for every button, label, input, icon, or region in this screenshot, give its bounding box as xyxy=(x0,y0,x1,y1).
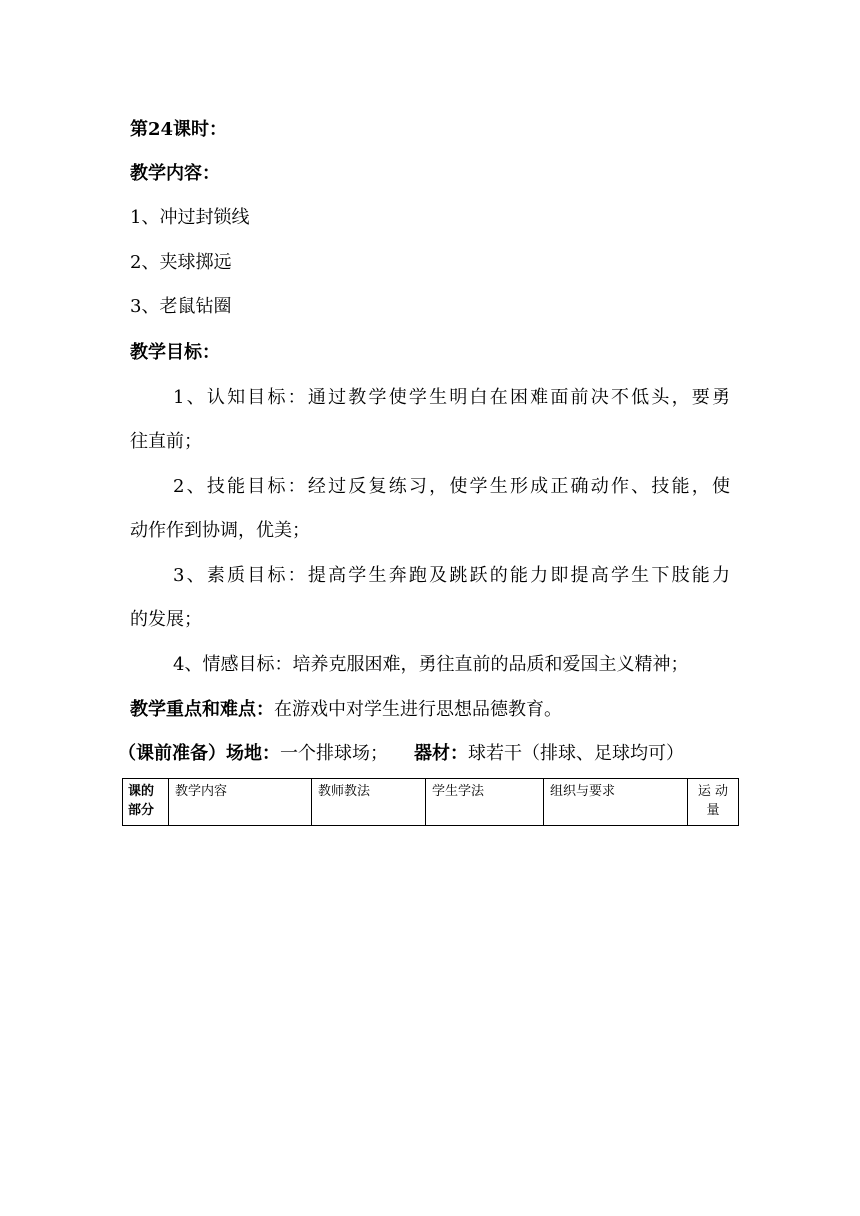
header-student: 学生学法 xyxy=(426,779,544,826)
header-amount: 运 动量 xyxy=(688,779,739,826)
lesson-title: 第24课时： xyxy=(130,119,228,140)
goal-line: 1、认知目标：通过教学使学生明白在困难面前决不低头，要勇 xyxy=(173,387,730,408)
prep-venue: 一个排球场； xyxy=(280,743,388,764)
header-organization: 组织与要求 xyxy=(544,779,688,826)
content-item: 2、夹球掷远 xyxy=(130,252,232,273)
header-content: 教学内容 xyxy=(169,779,312,826)
header-teacher: 教师教法 xyxy=(312,779,426,826)
prep-equipment: 球若干（排球、足球均可） xyxy=(468,743,684,764)
focus-line xyxy=(130,698,562,722)
prep-equipment-label: 器材： xyxy=(414,743,468,764)
table-header-row xyxy=(123,779,739,826)
goal-line: 往直前； xyxy=(130,431,202,452)
goal-line: 的发展； xyxy=(130,609,202,630)
goal-line: 动作作到协调，优美； xyxy=(130,520,310,541)
goal-line: 3、素质目标：提高学生奔跑及跳跃的能力即提高学生下肢能力 xyxy=(173,565,730,586)
focus-label: 教学重点和难点： xyxy=(130,699,274,720)
content-item: 3、老鼠钻圈 xyxy=(130,296,232,317)
header-part: 课的部分 xyxy=(123,779,169,826)
goal-line: 4、情感目标：培养克服困难，勇往直前的品质和爱国主义精神； xyxy=(173,654,689,675)
prep-label: （课前准备）场地： xyxy=(118,743,280,764)
content-item: 1、冲过封锁线 xyxy=(130,207,250,228)
goals-heading: 教学目标： xyxy=(130,342,220,363)
content-heading: 教学内容： xyxy=(130,163,220,184)
focus-text: 在游戏中对学生进行思想品德教育。 xyxy=(274,699,562,720)
lesson-plan-table xyxy=(122,778,739,826)
prep-line xyxy=(118,742,684,766)
goal-line: 2、技能目标：经过反复练习，使学生形成正确动作、技能，使 xyxy=(173,476,730,497)
